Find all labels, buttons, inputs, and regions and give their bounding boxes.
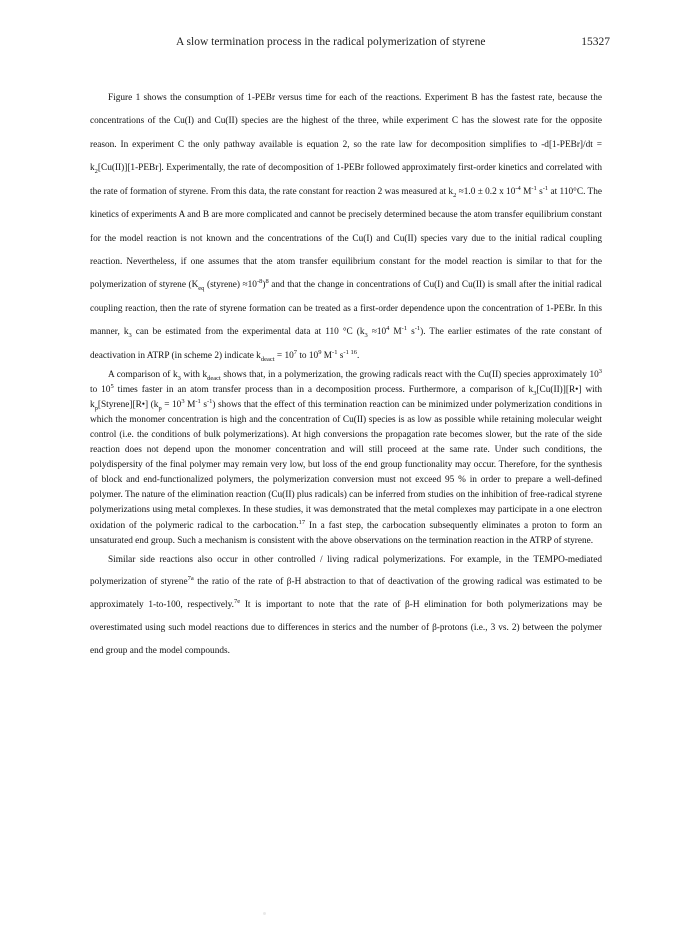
text-segment: ≈1.0 ± 0.2 x 10 <box>456 186 516 197</box>
text-segment: 3 <box>128 332 132 340</box>
text-segment: ≈10 <box>367 327 387 338</box>
text-segment: 3 <box>598 367 602 375</box>
text-segment: to 10 <box>297 350 319 361</box>
text-segment: 17 <box>298 518 306 526</box>
text-segment: s <box>536 186 543 197</box>
text-segment: 3 <box>177 374 181 382</box>
text-segment: = 10 <box>161 400 182 411</box>
article-body <box>90 87 602 662</box>
text-segment: ) shows that the effect of this termination reaction can be minimized under polymerization conditions in which the monomer concentration is high and the concentration of Cu(II) species is as low as possible while retaining molecular weight control (i.e. the conditions of bulk polymerizations). At high conversions the propagation rate becomes slower, but the rate of the side reaction does not depend upon the monomer concentration and will still proceed at the same rate. Under such conditions, the polydispersity of the final polymer may remain very low, but loss of the end group functionality may occur. Therefore, for the synthesis of block and end-functionalized polymers, the polymerization conversion must not exceed 95 % in order to prepare a well-defined polymer. The nature of the elimination reaction (Cu(II) plus radicals) can be inferred from studies on the inhibition of free-radical styrene polymerizations using metal complexes. In these studies, it was demonstrated that the metal complexes may participate in a one electron oxidation of the polymeric radical to the carbocation. <box>90 400 602 531</box>
text-segment: 2 <box>94 168 98 176</box>
text-segment: the ratio of the rate of β-H abstraction to that of deactivation of the growing radical was estimated to be approximately 1-to-100, respectively. <box>90 577 602 611</box>
text-segment: Similar side reactions also occur in other controlled / living radical polymerizations. For example, in the TEMPO-mediated polymerization of styrene <box>90 554 602 588</box>
running-title: A slow termination process in the radical polymerization of styrene <box>176 36 486 48</box>
text-segment: 5 <box>110 383 114 391</box>
text-segment: ) <box>262 280 266 291</box>
text-segment: can be estimated from the experimental data at 110 °C (k <box>131 327 365 338</box>
text-segment: 3 <box>533 389 537 397</box>
text-segment: 4 <box>386 325 390 333</box>
text-segment: -1 <box>206 398 213 406</box>
text-segment: -1 16 <box>343 348 357 356</box>
text-segment: . <box>356 350 360 361</box>
text-segment: 9 <box>318 348 322 356</box>
paragraph-2 <box>90 368 602 549</box>
text-segment: Figure 1 shows the consumption of 1-PEBr versus time for each of the reactions. Experiment B has the fastest rate, because the concentrations of the Cu(I) and Cu(II) species are the highest of the three, while experiment C has the slowest rate for the opposite reason. In experiment C the only pathway available is equation 2, so the rate law for decomposition simplifies to -d[1-PEBr]/dt = k <box>90 93 602 174</box>
text-segment: -8 <box>256 278 263 286</box>
text-segment: = 10 <box>274 350 294 361</box>
text-segment: at 110°C. The kinetics of experiments A and B are more complicated and cannot be precisely determined because the atom transfer equilibrium constant for the model reaction is not known and the concentrations of the Cu(I) and Cu(II) species vary due to the initial radical coupling reaction. Nevertheless, if one assumes that the atom transfer equilibrium constant for the model reaction is similar to that for the polymerization of styrene (K <box>90 186 603 291</box>
text-segment: -1 <box>195 398 201 406</box>
text-segment: deact <box>207 374 221 382</box>
text-segment: 2 <box>453 191 457 199</box>
text-segment: [Cu(II)][1-PEBr]. Experimentally, the rate of decomposition of 1-PEBr followed approximately first-order kinetics and correlated with the rate of formation of styrene. From this data, the rate constant for reaction 2 was measured at k <box>90 163 602 197</box>
text-segment: M <box>184 400 196 411</box>
text-segment: -1 <box>414 325 421 333</box>
text-segment: 7a <box>187 575 194 583</box>
text-segment: 7e <box>234 598 241 606</box>
text-segment: 3 <box>364 332 368 340</box>
text-segment: (styrene) ≈10 <box>204 280 257 291</box>
page-number: 15327 <box>581 36 610 48</box>
text-segment: s <box>200 400 207 411</box>
text-segment: p <box>94 405 98 413</box>
text-segment: It is important to note that the rate of β-H elimination for both polymerizations may be overestimated using such model reactions due to differences in sterics and the number of β-protons (i.e., 3 vs. 2) between the polymer end group and the model compounds. <box>90 600 602 656</box>
text-segment: p <box>158 405 162 413</box>
text-segment: shows that, in a polymerization, the growing radicals react with the Cu(II) species approximately 10 <box>220 370 599 381</box>
text-segment: -4 <box>515 184 521 192</box>
text-segment: [Styrene][R•] (k <box>97 400 159 411</box>
text-segment: In a fast step, the carbocation subsequently eliminates a proton to form an unsaturated end group. Such a mechanism is consistent with the above observations on the termination reaction in the ATRP of styrene. <box>90 520 602 546</box>
text-segment: 3 <box>181 398 185 406</box>
text-segment: s <box>407 327 415 338</box>
text-segment: times faster in an atom transfer process than in a decomposition process. Furthermore, a comparison of k <box>113 385 534 396</box>
scan-speck <box>263 912 266 915</box>
text-segment: eq <box>198 285 205 293</box>
text-segment: -1 <box>542 184 549 192</box>
text-segment: deact <box>260 355 275 363</box>
text-segment: M <box>321 350 333 361</box>
text-segment: -1 <box>332 348 338 356</box>
paragraph-3 <box>90 549 602 663</box>
text-segment: A comparison of k <box>108 370 178 381</box>
text-segment: 7 <box>293 348 298 356</box>
text-segment: -1 <box>531 184 537 192</box>
text-segment: -1 <box>401 325 408 333</box>
paragraph-1 <box>90 87 602 368</box>
text-segment: [Cu(II)][R•] with k <box>90 385 602 411</box>
text-segment: ). The earlier estimates of the rate constant of deactivation in ATRP (in scheme 2) indicate k <box>90 327 602 361</box>
text-segment: with k <box>180 370 208 381</box>
text-segment: s <box>337 350 344 361</box>
text-segment: and that the change in concentrations of Cu(I) and Cu(II) is small after the initial radical coupling reaction, then the rate of styrene formation can be treated as a first-order dependence upon the concentration of 1-PEBr. In this manner, k <box>90 280 603 338</box>
text-segment: M <box>389 327 402 338</box>
text-segment: 8 <box>265 278 269 286</box>
text-segment: to 10 <box>90 385 111 396</box>
text-segment: M <box>520 186 532 197</box>
